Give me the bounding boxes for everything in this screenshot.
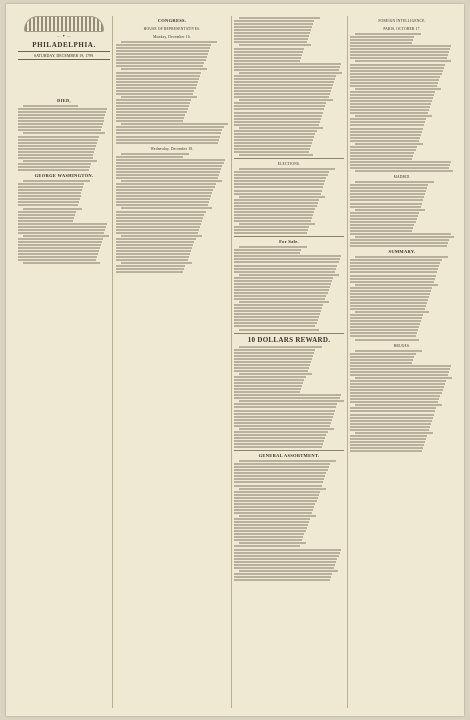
rule — [234, 450, 344, 451]
body-text — [350, 33, 454, 172]
reward-heading: 10 DOLLARS REWARD. — [247, 335, 331, 344]
elections-heading: ELECTIONS. — [277, 162, 301, 167]
column-rule — [347, 16, 348, 708]
body-text — [18, 180, 110, 264]
body-text — [350, 181, 454, 247]
madrid-heading: MADRID. — [393, 175, 411, 180]
paris-heading: PARIS, OCTOBER 17. — [383, 27, 421, 31]
body-text — [234, 346, 344, 449]
rule — [234, 236, 344, 237]
masthead-place: PHILADELPHIA. — [32, 41, 96, 49]
bruges-heading: BRUGES. — [393, 343, 411, 348]
summary-heading: SUMMARY. — [388, 249, 416, 255]
body-text — [234, 460, 344, 581]
foreign-heading: FOREIGN INTELLIGENCE. — [378, 19, 426, 23]
washington-heading: GEORGE WASHINGTON. — [34, 173, 94, 179]
house-heading: HOUSE OF REPRESENTATIVES. — [143, 27, 201, 31]
body-text — [234, 17, 344, 156]
body-text — [350, 256, 454, 340]
column-rule — [231, 16, 232, 708]
rule — [234, 158, 344, 159]
rule — [234, 333, 344, 334]
date-heading: Monday, December 16. — [153, 35, 191, 39]
masthead-date-line: SATURDAY, DECEMBER 19, 1799. — [18, 51, 110, 60]
for-sale-heading: For Sale. — [279, 239, 299, 245]
column-4 — [350, 16, 454, 708]
masthead — [18, 16, 110, 94]
congress-heading: CONGRESS. — [157, 18, 187, 23]
masthead-ornament: — ✦ — — [56, 34, 72, 38]
assortment-heading: GENERAL ASSORTMENT. — [258, 453, 320, 459]
body-text — [116, 41, 228, 144]
newspaper-page — [6, 4, 464, 716]
body-text — [350, 350, 454, 453]
masthead-title-art — [24, 16, 104, 32]
body-text — [234, 246, 344, 330]
date-heading: Wednesday, December 18. — [150, 146, 194, 151]
column-3 — [234, 16, 344, 708]
died-heading: DIED, — [57, 98, 71, 103]
column-1 — [18, 96, 110, 708]
body-text — [18, 105, 110, 171]
column-2 — [116, 16, 228, 708]
body-text — [234, 168, 344, 234]
body-text — [116, 153, 228, 274]
column-rule — [112, 16, 113, 708]
